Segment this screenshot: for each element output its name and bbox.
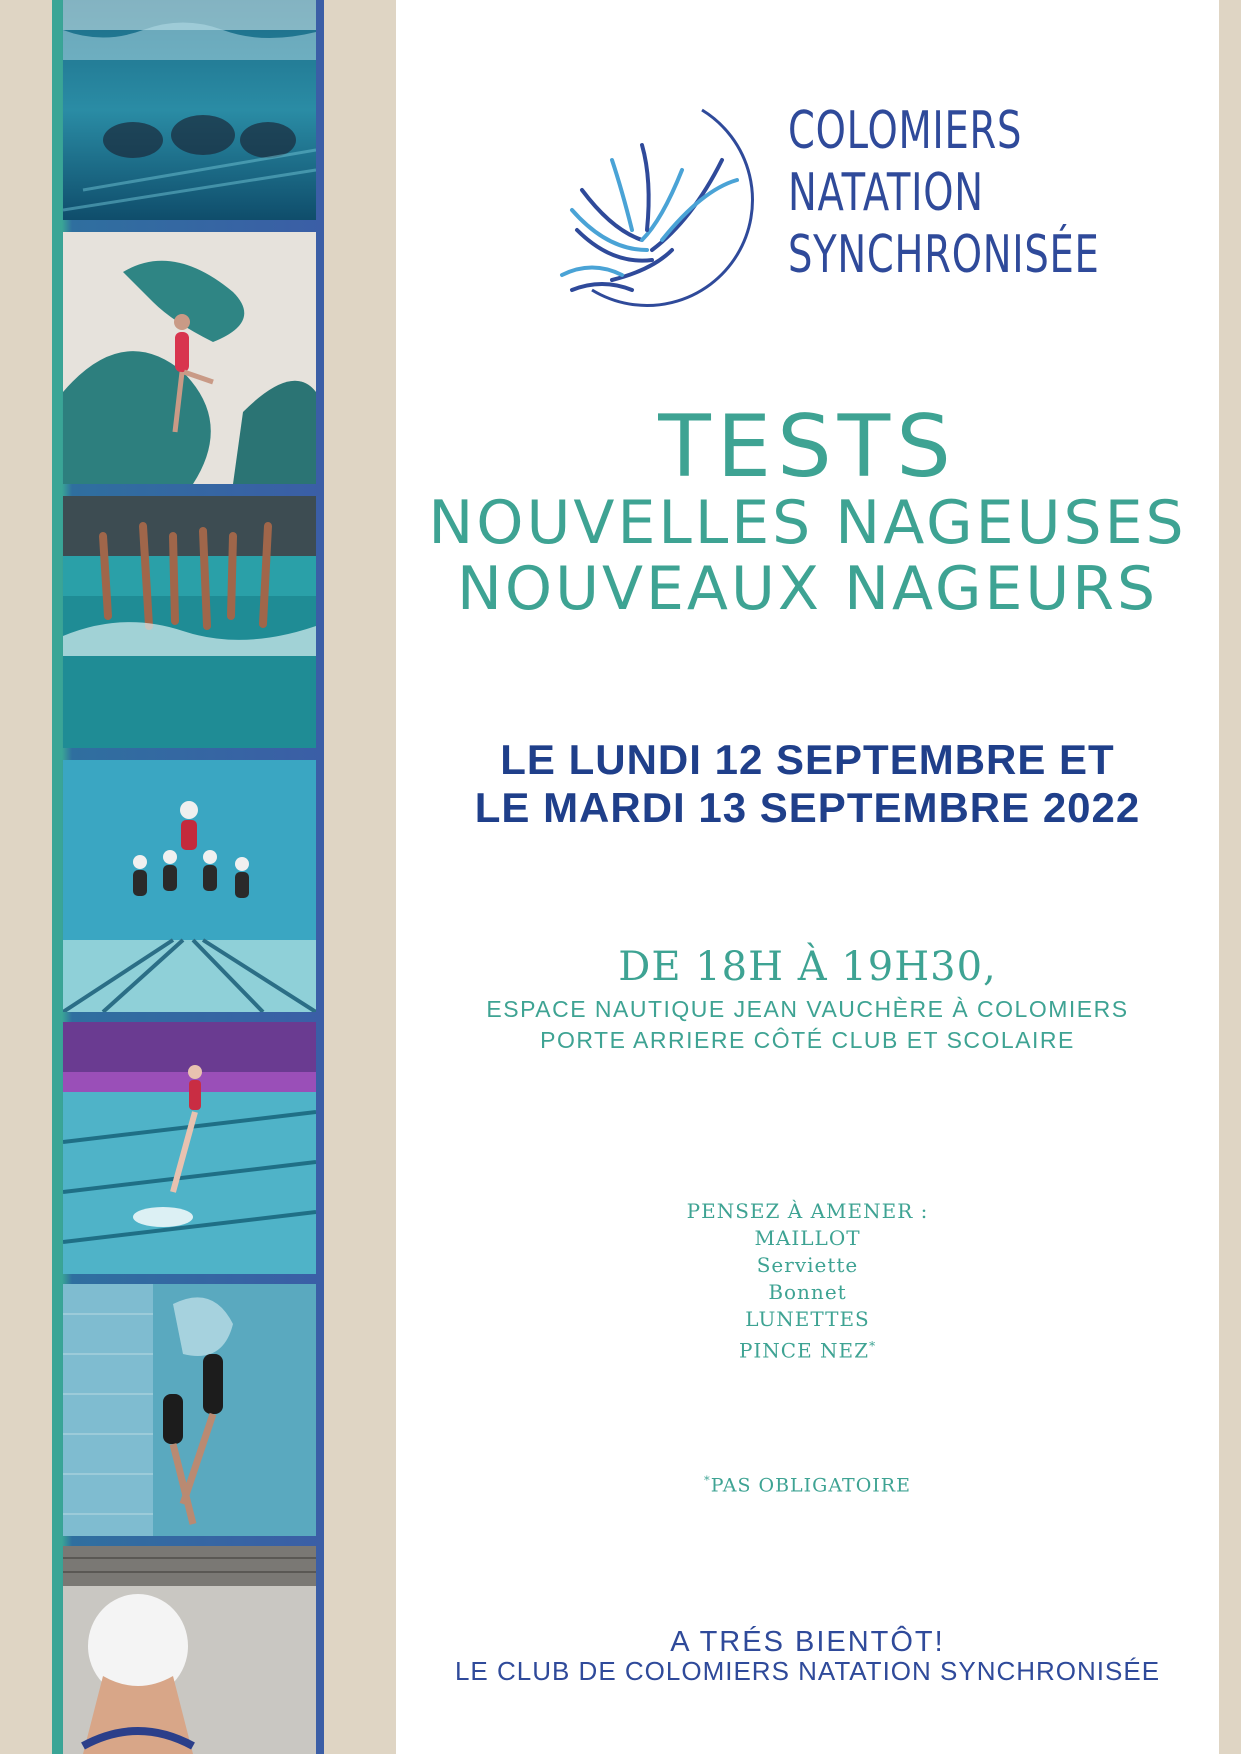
dancer-teal-fabric-photo [63, 232, 316, 484]
club-logo [552, 100, 1100, 310]
asterisk-marker: * [704, 1473, 711, 1487]
title-line-nageurs: NOUVEAUX NAGEURS [456, 554, 1159, 624]
bring-item: MAILLOT [754, 1226, 861, 1250]
date-line-1: LE LUNDI 12 SEPTEMBRE ET [500, 736, 1115, 783]
swimmer-white-cap-photo [63, 1546, 316, 1754]
asterisk-marker: * [869, 1339, 877, 1353]
date-line-2: LE MARDI 13 SEPTEMBRE 2022 [474, 784, 1141, 831]
underwater-pyramid-photo [63, 760, 316, 1012]
logo-line-1: COLOMIERS [788, 101, 1023, 161]
logo-line-3: SYNCHRONISÉE [788, 225, 1100, 285]
place-line-2: PORTE ARRIERE CÔTÉ CLUB ET SCOLAIRE [540, 1027, 1075, 1053]
legs-out-of-water-photo [63, 496, 316, 748]
title-tests: TESTS [658, 397, 957, 497]
optional-footnote: *PAS OBLIGATOIRE [704, 1473, 911, 1497]
closing-greeting: A TRÉS BIENTÔT! [670, 1626, 945, 1658]
bring-item: Bonnet [768, 1280, 847, 1304]
bring-item-pince-nez: PINCE NEZ* [738, 1338, 877, 1363]
competition-lift-photo [63, 1022, 316, 1274]
bring-item: LUNETTES [745, 1307, 870, 1331]
logo-wordmark [788, 100, 1100, 286]
event-place [396, 994, 1219, 1056]
underwater-swimmers-photo [63, 0, 316, 220]
dove-swimmer-logo-icon [552, 100, 762, 310]
items-to-bring [396, 1198, 1219, 1365]
club-signature: LE CLUB DE COLOMIERS NATATION SYNCHRONISÉE [454, 1656, 1161, 1686]
bring-item: Serviette [756, 1253, 859, 1277]
event-dates [396, 736, 1219, 832]
title-line-nageuses: NOUVELLES NAGEUSES [428, 488, 1187, 558]
underwater-duo-photo [63, 1284, 316, 1536]
title-subtitle [396, 490, 1219, 622]
event-time: DE 18H À 19H30, [618, 944, 997, 990]
place-line-1: ESPACE NAUTIQUE JEAN VAUCHÈRE À COLOMIERS [486, 996, 1129, 1022]
logo-line-2: NATATION [788, 163, 984, 223]
bring-heading: PENSEZ À AMENER : [686, 1199, 929, 1223]
